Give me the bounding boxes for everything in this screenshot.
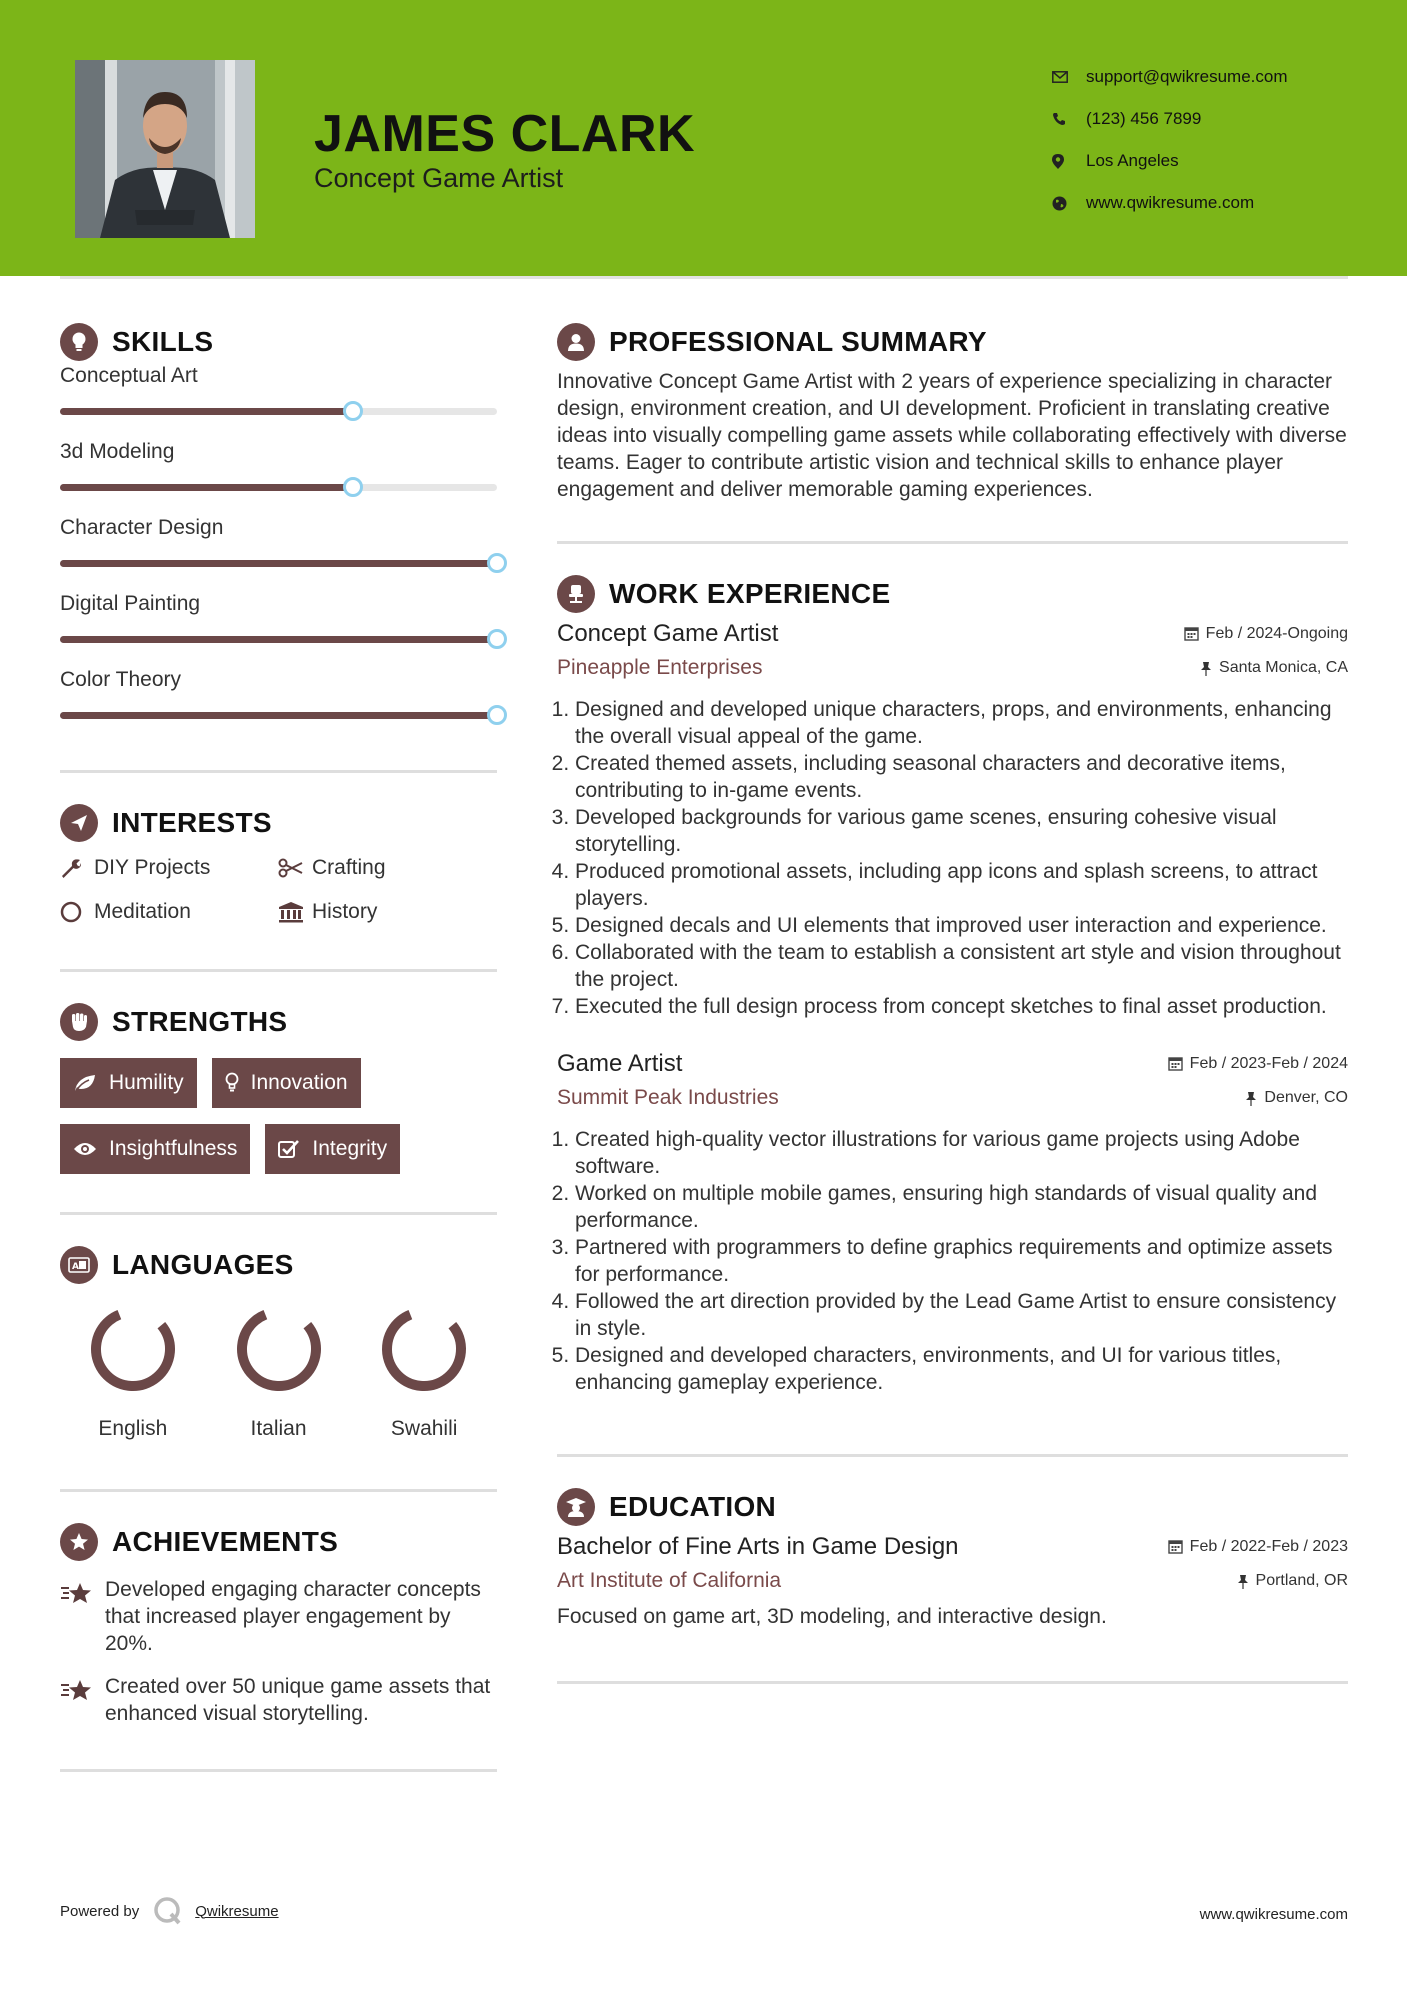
job-title: Game Artist — [557, 1050, 683, 1077]
strength-label: Integrity — [312, 1137, 388, 1160]
education-location — [1237, 1572, 1348, 1590]
chair-icon — [557, 575, 595, 613]
leaf-icon — [73, 1073, 97, 1093]
strength-badge — [60, 1058, 197, 1108]
profile-photo — [75, 60, 255, 238]
duty-item: 5. Designed decals and UI elements that improved user interaction and experience. — [575, 912, 1348, 939]
skill-bar — [60, 712, 497, 719]
company-name: Summit Peak Industries — [557, 1086, 779, 1109]
footer-url[interactable]: www.qwikresume.com — [1199, 1906, 1348, 1923]
shooting-star-icon — [60, 1576, 105, 1657]
company-name: Pineapple Enterprises — [557, 656, 763, 679]
skill-name: Digital Painting — [60, 592, 201, 615]
calendar-icon — [1184, 626, 1199, 641]
achievements-list — [60, 1576, 497, 1727]
language-ring-arc — [231, 1301, 327, 1397]
language-ring — [376, 1301, 472, 1397]
map-pin-icon — [1052, 154, 1086, 169]
section-divider — [60, 770, 497, 773]
job-location — [1200, 659, 1348, 677]
education-title: EDUCATION — [609, 1491, 777, 1522]
school-name: Art Institute of California — [557, 1569, 782, 1592]
svg-text:A: A — [72, 1262, 79, 1272]
contact-website-text: www.qwikresume.com — [1086, 193, 1255, 212]
interest-label: Meditation — [94, 900, 191, 923]
achievement-text: Developed engaging character concepts that increased player engagement by 20%. — [105, 1578, 481, 1655]
envelope-icon — [1052, 71, 1086, 83]
contact-email-text: support@qwikresume.com — [1086, 67, 1288, 86]
calendar-icon — [1168, 1539, 1183, 1554]
strength-label: Insightfulness — [109, 1137, 238, 1160]
skill-item — [60, 510, 497, 586]
duty-item: 2. Created themed assets, including seasonal characters and decorative items, contributing to in-game events. — [575, 750, 1348, 804]
skill-name: 3d Modeling — [60, 440, 175, 463]
education-description: Focused on game art, 3D modeling, and interactive design. — [557, 1605, 1107, 1628]
strength-label: Humility — [109, 1071, 184, 1094]
phone-icon — [1052, 112, 1086, 126]
candidate-role: Concept Game Artist — [314, 163, 564, 193]
language-name: Swahili — [390, 1417, 458, 1440]
language-name: English — [98, 1417, 168, 1440]
left-column — [60, 320, 497, 1772]
strengths-heading — [60, 1000, 497, 1044]
lightbulb-icon — [60, 323, 98, 361]
duty-item: 5. Designed and developed characters, environments, and UI for various titles, enhancing gameplay experience. — [575, 1342, 1348, 1396]
strength-badge — [60, 1124, 250, 1174]
achievement-item — [60, 1673, 497, 1727]
job-date-text: Feb / 2024-Ongoing — [1205, 624, 1348, 642]
duties-list — [557, 696, 1348, 1020]
achievements-title: ACHIEVEMENTS — [112, 1526, 339, 1557]
globe-icon — [1052, 196, 1086, 211]
skill-item — [60, 358, 497, 434]
strength-badge — [265, 1124, 400, 1174]
header-banner — [0, 0, 1407, 276]
contact-email[interactable] — [1052, 56, 1382, 98]
interest-item — [60, 853, 278, 883]
language-ring-arc — [85, 1301, 181, 1397]
interest-item — [60, 897, 278, 927]
header-divider — [60, 276, 1348, 279]
education-location-text: Portland, OR — [1255, 1572, 1348, 1589]
contact-location-text: Los Angeles — [1086, 151, 1179, 170]
section-divider — [557, 1681, 1348, 1684]
contact-location — [1052, 140, 1382, 182]
lightbulb-icon — [225, 1072, 239, 1094]
candidate-name: JAMES CLARK — [314, 105, 696, 163]
interest-item — [278, 897, 496, 927]
duty-item: 4. Produced promotional assets, including app icons and splash screens, to attract players. — [575, 858, 1348, 912]
skill-name: Color Theory — [60, 668, 181, 691]
work-title: WORK EXPERIENCE — [609, 578, 891, 609]
summary-title: PROFESSIONAL SUMMARY — [609, 326, 987, 357]
star-badge-icon — [60, 1523, 98, 1561]
skill-bar — [60, 408, 497, 415]
achievement-text: Created over 50 unique game assets that enhanced visual storytelling. — [105, 1675, 491, 1725]
skill-bar-fill — [60, 636, 497, 643]
skill-bar-knob — [487, 705, 507, 725]
job-entry — [557, 620, 1348, 1020]
contact-list — [1052, 56, 1382, 224]
language-ring — [85, 1301, 181, 1397]
job-entry — [557, 1050, 1348, 1396]
strength-label: Innovation — [250, 1071, 348, 1094]
skill-bar-fill — [60, 560, 497, 567]
duty-item: 1. Created high-quality vector illustrations for various game projects using Adobe software. — [575, 1126, 1348, 1180]
job-date-text: Feb / 2023-Feb / 2024 — [1189, 1054, 1348, 1072]
skill-bar-fill — [60, 712, 497, 719]
job-date — [1168, 1055, 1348, 1073]
languages-heading — [60, 1243, 497, 1287]
skill-bar-knob — [487, 553, 507, 573]
interest-label: DIY Projects — [94, 856, 211, 879]
duty-item: 3. Developed backgrounds for various game scenes, ensuring cohesive visual storytelling. — [575, 804, 1348, 858]
degree-title: Bachelor of Fine Arts in Game Design — [557, 1533, 959, 1560]
section-divider — [60, 1769, 497, 1772]
job-location-text: Santa Monica, CA — [1219, 659, 1348, 676]
language-name: Italian — [250, 1417, 307, 1440]
user-icon — [557, 323, 595, 361]
circle-icon — [60, 901, 94, 923]
skill-name: Conceptual Art — [60, 364, 198, 387]
eye-icon — [73, 1141, 97, 1157]
footer-powered-by — [60, 1896, 279, 1926]
interests-title: INTERESTS — [112, 807, 272, 838]
education-date — [1168, 1538, 1348, 1556]
skills-title: SKILLS — [112, 326, 214, 357]
section-divider — [557, 541, 1348, 544]
paper-plane-icon — [60, 804, 98, 842]
achievement-item — [60, 1576, 497, 1657]
interests-heading — [60, 801, 497, 845]
strengths-list — [60, 1058, 497, 1174]
skill-bar — [60, 560, 497, 567]
right-column — [557, 320, 1348, 1684]
scissors-icon — [278, 858, 312, 878]
summary-text: Innovative Concept Game Artist with 2 years of experience specializing in character design, environment creation, and UI development. Proficient in translating creative ideas into visually compelling game assets while collaborating effectively with diverse teams. Eager to contribute artistic vision and technical skills to enhance player engagement and deliver memorable gaming experiences. — [557, 370, 1347, 501]
languages-list — [60, 1301, 497, 1441]
duties-list — [557, 1126, 1348, 1396]
fist-icon — [60, 1003, 98, 1041]
skill-name: Character Design — [60, 516, 224, 539]
language-ring — [231, 1301, 327, 1397]
skill-bar-knob — [343, 401, 363, 421]
interest-label: Crafting — [312, 856, 386, 879]
language-icon — [60, 1246, 98, 1284]
summary-heading — [557, 320, 1348, 364]
skills-list — [60, 358, 497, 738]
pushpin-icon — [1245, 1091, 1257, 1106]
museum-icon — [278, 901, 312, 923]
skill-item — [60, 586, 497, 662]
skill-bar — [60, 636, 497, 643]
contact-phone[interactable] — [1052, 98, 1382, 140]
skill-bar — [60, 484, 497, 491]
skill-bar-knob — [343, 477, 363, 497]
achievements-heading — [60, 1520, 497, 1564]
qwikresume-logo-icon — [153, 1896, 183, 1926]
language-item — [351, 1301, 497, 1441]
skill-item — [60, 662, 497, 738]
section-divider — [60, 1212, 497, 1215]
job-location — [1245, 1089, 1348, 1107]
duty-item: 3. Partnered with programmers to define graphics requirements and optimize assets for performance. — [575, 1234, 1348, 1288]
graduate-icon — [557, 1488, 595, 1526]
duty-item: 4. Followed the art direction provided by the Lead Game Artist to ensure consistency in style. — [575, 1288, 1348, 1342]
work-heading — [557, 572, 1348, 616]
job-title: Concept Game Artist — [557, 620, 779, 647]
duty-item: 2. Worked on multiple mobile games, ensuring high standards of visual quality and performance. — [575, 1180, 1348, 1234]
skill-bar-fill — [60, 484, 353, 491]
calendar-icon — [1168, 1056, 1183, 1071]
education-entry — [557, 1533, 1348, 1629]
language-item — [60, 1301, 206, 1441]
interest-item — [278, 853, 496, 883]
interests-list — [60, 853, 497, 927]
strength-badge — [212, 1058, 361, 1108]
wrench-icon — [60, 857, 94, 879]
duty-item: 6. Collaborated with the team to establish a consistent art style and vision throughout the project. — [575, 939, 1348, 993]
powered-by-text: Powered by — [60, 1902, 140, 1920]
duty-item: 1. Designed and developed unique characters, props, and environments, enhancing the overall visual appeal of the game. — [575, 696, 1348, 750]
job-location-text: Denver, CO — [1264, 1089, 1348, 1106]
skill-item — [60, 434, 497, 510]
pushpin-icon — [1237, 1574, 1249, 1589]
pushpin-icon — [1200, 661, 1212, 676]
contact-website[interactable] — [1052, 182, 1382, 224]
job-date — [1184, 625, 1348, 643]
contact-phone-text: (123) 456 7899 — [1086, 109, 1202, 128]
section-divider — [60, 969, 497, 972]
qwikresume-link[interactable]: Qwikresume — [195, 1902, 279, 1920]
languages-title: LANGUAGES — [112, 1249, 294, 1280]
education-date-text: Feb / 2022-Feb / 2023 — [1189, 1537, 1348, 1555]
strengths-title: STRENGTHS — [112, 1006, 288, 1037]
checkbox-icon — [278, 1139, 300, 1159]
section-divider — [557, 1454, 1348, 1457]
language-ring-arc — [376, 1301, 472, 1397]
education-heading — [557, 1485, 1348, 1529]
shooting-star-icon — [60, 1673, 105, 1727]
skill-bar-fill — [60, 408, 353, 415]
interest-label: History — [312, 900, 378, 923]
skill-bar-knob — [487, 629, 507, 649]
language-item — [206, 1301, 352, 1441]
section-divider — [60, 1489, 497, 1492]
duty-item: 7. Executed the full design process from concept sketches to final asset production. — [575, 993, 1348, 1020]
